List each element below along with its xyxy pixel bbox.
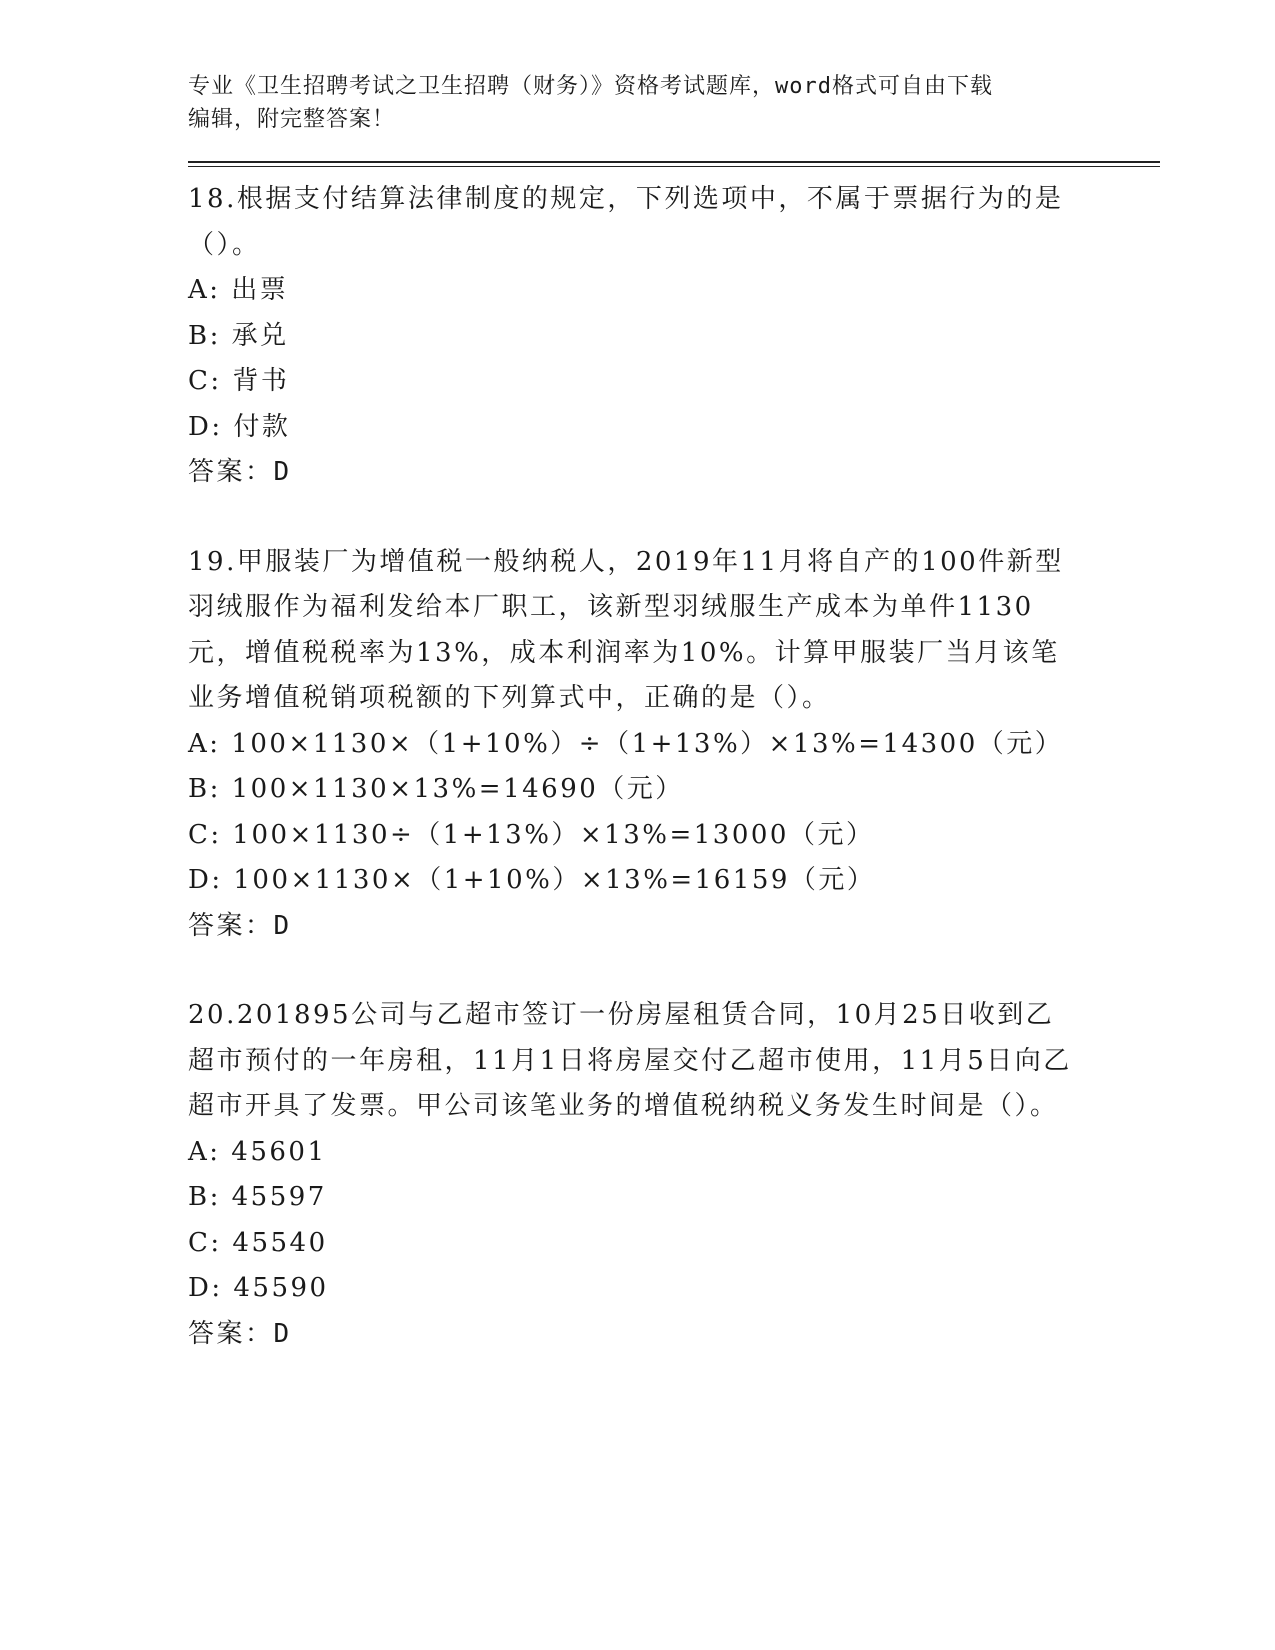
option-a: A: 45601 — [188, 1136, 327, 1167]
question-19 — [188, 540, 1160, 950]
header-line-2: 编辑，附完整答案！ — [188, 107, 396, 132]
answer: 答案：D — [188, 1318, 292, 1349]
document-header — [188, 70, 1078, 136]
option-b: B: 承兑 — [188, 320, 289, 351]
option-b: B: 100×1130×13%=14690（元） — [188, 774, 684, 804]
header-line-1: 专业《卫生招聘考试之卫生招聘（财务）》资格考试题库，word格式可自由下载 — [188, 74, 993, 99]
option-d: D: 付款 — [188, 411, 291, 442]
option-d: D: 45590 — [188, 1273, 329, 1303]
document-page — [188, 70, 1160, 1357]
question-stem: 20.201895公司与乙超市签订一份房屋租赁合同，10月25日收到乙超市预付的一年房租，11月1日将房屋交付乙超市使用，11月5日向乙超市开具了发票。甲公司该笔业务的增值税纳税义务发生时间是（）。 — [188, 1000, 1072, 1121]
question-stem: 19.甲服装厂为增值税一般纳税人，2019年11月将自产的100件新型羽绒服作为福利发给本厂职工，该新型羽绒服生产成本为单件1130元，增值税税率为13%，成本利润率为10%。计算甲服装厂当月该笔业务增值税销项税额的下列算式中，正确的是（）。 — [188, 546, 1064, 713]
option-a: A: 出票 — [188, 275, 289, 305]
option-c: C: 100×1130÷（1+13%）×13%=13000（元） — [188, 819, 875, 850]
option-b: B: 45597 — [188, 1182, 327, 1212]
question-stem: 18.根据支付结算法律制度的规定，下列选项中，不属于票据行为的是（）。 — [188, 184, 1064, 260]
question-18 — [188, 177, 1160, 496]
spacer — [188, 949, 1160, 993]
answer: 答案：D — [188, 457, 292, 487]
option-a: A: 100×1130×（1+10%）÷（1+13%）×13%=14300（元） — [188, 728, 1064, 759]
option-c: C: 背书 — [188, 366, 290, 396]
option-c: C: 45540 — [188, 1227, 328, 1258]
header-divider — [188, 161, 1160, 167]
answer: 答案：D — [188, 910, 292, 941]
option-d: D: 100×1130×（1+10%）×13%=16159（元） — [188, 865, 876, 895]
question-20 — [188, 993, 1160, 1357]
spacer — [188, 496, 1160, 540]
